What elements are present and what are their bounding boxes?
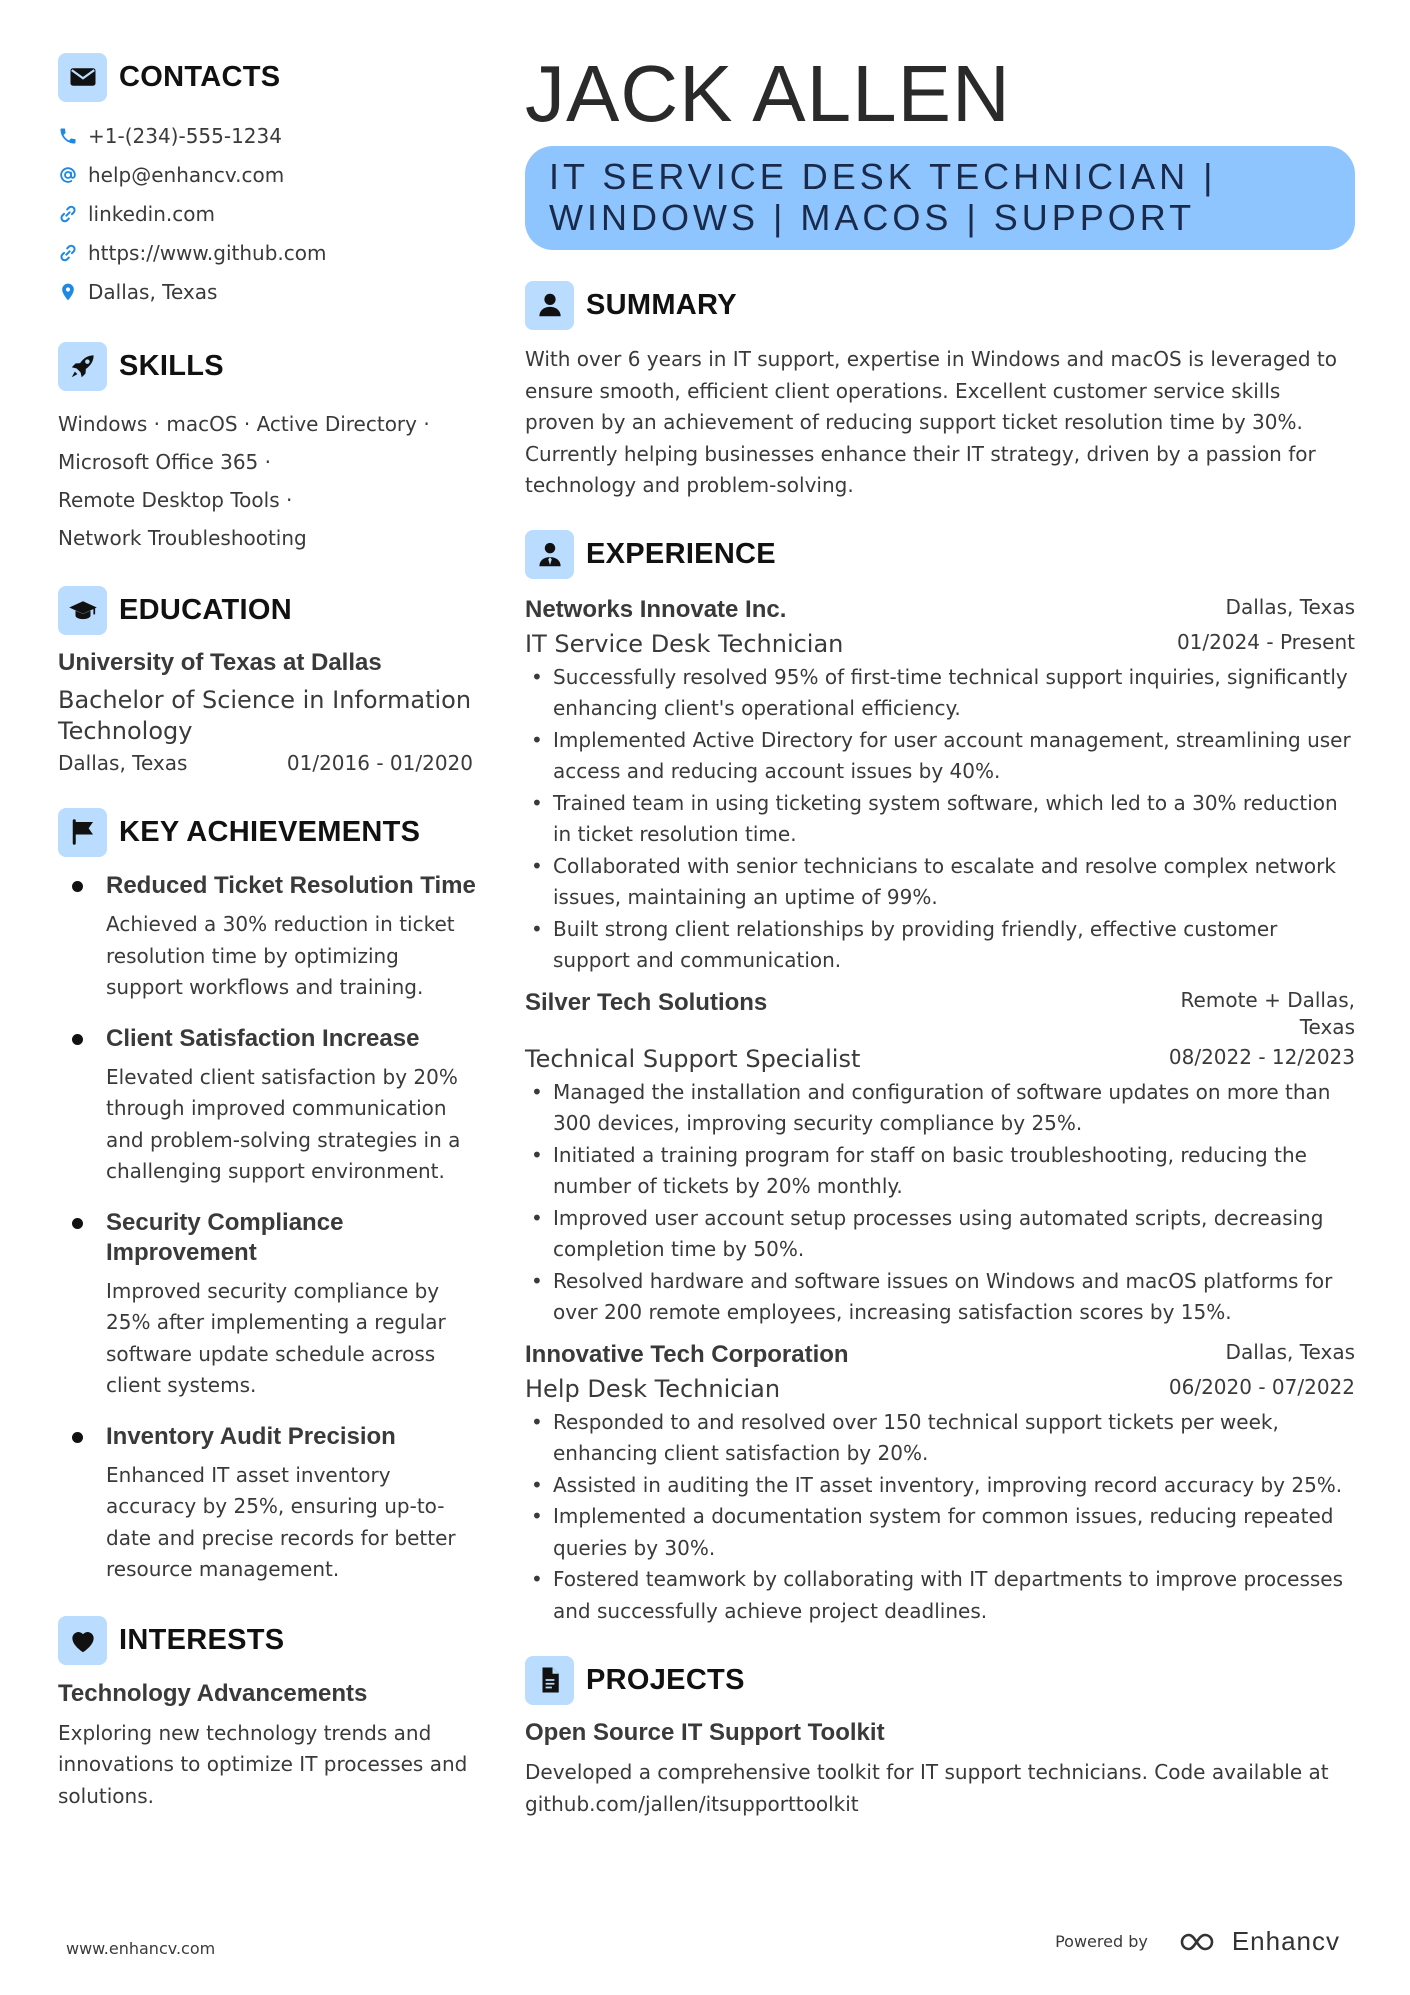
job-role-row (525, 1041, 1355, 1077)
education-dates: 01/2016 - 01/2020 (286, 751, 473, 775)
contact-github[interactable] (58, 233, 478, 272)
job-bullets (525, 1407, 1355, 1628)
education-heading: EDUCATION (119, 593, 292, 626)
job-bullet: • Initiated a training program for staff on basic troubleshooting, reducing the number of tickets by 20% monthly. (525, 1140, 1355, 1203)
education-section-header (58, 585, 478, 635)
contact-list (58, 116, 478, 311)
footer-website[interactable]: www.enhancv.com (66, 1939, 216, 1958)
powered-by-label: Powered by (1055, 1932, 1148, 1951)
job-role-row (525, 626, 1355, 662)
phone-icon (58, 126, 88, 146)
interest-title: Technology Advancements (58, 1679, 368, 1707)
job-dates: 08/2022 - 12/2023 (1168, 1044, 1355, 1069)
skills-section-header (58, 341, 478, 391)
project-desc: Developed a comprehensive toolkit for IT support technicians. Code available at github.com/jallen/itsupporttoolkit (525, 1760, 1329, 1816)
skill-line: Network Troubleshooting (58, 526, 307, 550)
contacts-section-header (58, 52, 478, 102)
achievements-heading: KEY ACHIEVEMENTS (119, 815, 421, 848)
contact-phone-text: +1-(234)-555-1234 (88, 123, 282, 148)
interest-entry (58, 1680, 478, 1813)
project-entry (525, 1719, 1355, 1820)
job-entry (525, 1339, 1355, 1628)
job-bullet: • Fostered teamwork by collaborating with IT departments to improve processes and successfully achieve project deadlines. (525, 1564, 1355, 1627)
job-header-row (525, 1339, 1355, 1371)
interest-desc: Exploring new technology trends and innovations to optimize IT processes and solutions. (58, 1720, 468, 1808)
heart-icon (58, 1616, 107, 1665)
job-bullet: • Responded to and resolved over 150 technical support tickets per week, enhancing client satisfaction by 20%. (525, 1407, 1355, 1470)
achievement-title: Security Compliance Improvement (106, 1208, 344, 1266)
job-role-row (525, 1371, 1355, 1407)
education-degree: Bachelor of Science in Information Technology (58, 686, 472, 745)
link-icon (58, 243, 88, 263)
location-pin-icon (58, 282, 88, 302)
achievements-list (58, 871, 478, 1586)
job-title-line: WINDOWS | MACOS | SUPPORT (549, 197, 1196, 238)
contact-email-text: help@enhancv.com (88, 162, 285, 187)
skill-line: Remote Desktop Tools · (58, 488, 293, 512)
job-bullet: • Built strong client relationships by providing friendly, effective customer support and communication. (525, 914, 1355, 977)
left-column (58, 52, 478, 1812)
contacts-heading: CONTACTS (119, 60, 281, 93)
job-bullet: • Successfully resolved 95% of first-time technical support inquiries, significantly enhancing client's operational efficiency. (525, 662, 1355, 725)
bullet-dot (72, 1218, 83, 1229)
document-icon (525, 1656, 574, 1705)
achievement-title: Client Satisfaction Increase (106, 1024, 420, 1052)
skill-line: Windows · macOS · Active Directory · (58, 412, 430, 436)
link-icon (58, 204, 88, 224)
skills-list (58, 405, 478, 557)
education-school: University of Texas at Dallas (58, 649, 382, 676)
interests-section-header (58, 1616, 478, 1666)
job-bullet: • Implemented Active Directory for user account management, streamlining user access and reducing account issues by 40%. (525, 725, 1355, 788)
projects-heading: PROJECTS (586, 1663, 745, 1696)
job-role: Technical Support Specialist (525, 1044, 861, 1073)
job-bullets (525, 1077, 1355, 1329)
job-location: Dallas, Texas (1225, 594, 1355, 619)
job-location: Remote + Dallas, Texas (1180, 987, 1355, 1039)
achievement-item (58, 1024, 478, 1188)
rocket-icon (58, 342, 107, 391)
interests-heading: INTERESTS (119, 1624, 285, 1656)
footer-branding (1055, 1926, 1340, 1957)
enhancv-logo-text: Enhancv (1231, 1926, 1340, 1956)
job-company: Innovative Tech Corporation (525, 1340, 849, 1368)
contact-email[interactable] (58, 155, 478, 194)
achievement-desc: Elevated client satisfaction by 20% through improved communication and problem-solving strategies in a challenging support environment. (106, 1064, 461, 1183)
candidate-name: JACK ALLEN (525, 49, 1011, 138)
job-role: Help Desk Technician (525, 1374, 781, 1403)
user-tie-icon (525, 530, 574, 579)
job-title-banner (525, 146, 1355, 250)
education-meta (58, 751, 473, 775)
projects-section-header (525, 1655, 1355, 1705)
flag-icon (58, 808, 107, 857)
achievement-item (58, 1208, 478, 1402)
right-column (525, 49, 1355, 1820)
job-bullet: • Resolved hardware and software issues on Windows and macOS platforms for over 200 remote employees, increasing satisfaction scores by 15%. (525, 1266, 1355, 1329)
job-location: Dallas, Texas (1225, 1339, 1355, 1364)
achievement-desc: Achieved a 30% reduction in ticket resolution time by optimizing support workflows and training. (106, 912, 455, 999)
contact-linkedin[interactable] (58, 194, 478, 233)
education-entry (58, 649, 478, 775)
job-header-row (525, 987, 1355, 1041)
job-role: IT Service Desk Technician (525, 629, 844, 658)
job-bullet: • Collaborated with senior technicians to escalate and resolve complex network issues, maintaining an uptime of 99%. (525, 851, 1355, 914)
user-icon (525, 281, 574, 330)
achievement-desc: Improved security compliance by 25% after implementing a regular software update schedule across client systems. (106, 1278, 446, 1397)
contact-github-text: https://www.github.com (88, 240, 327, 265)
job-bullet: • Implemented a documentation system for common issues, reducing repeated queries by 30%. (525, 1501, 1355, 1564)
achievement-title: Reduced Ticket Resolution Time (106, 872, 476, 899)
job-header-row (525, 594, 1355, 626)
at-icon (58, 165, 88, 185)
skills-heading: SKILLS (119, 349, 224, 382)
enhancv-logo-icon (1176, 1929, 1224, 1955)
enhancv-logo[interactable] (1176, 1926, 1340, 1957)
contact-location-text: Dallas, Texas (88, 279, 218, 304)
experience-section-header (525, 530, 1355, 580)
job-dates: 06/2020 - 07/2022 (1168, 1374, 1355, 1399)
job-bullet: • Trained team in using ticketing system software, which led to a 30% reduction in ticket resolution time. (525, 788, 1355, 851)
job-entry (525, 594, 1355, 977)
job-company: Silver Tech Solutions (525, 988, 768, 1016)
summary-text: With over 6 years in IT support, expertise in Windows and macOS is leveraged to ensure smooth, efficient client operations. Excellent customer service skills proven by an achievement of reducing support ticket resolution time by 30%. Currently helping businesses enhance their IT strategy, driven by a passion for technology and problem-solving. (525, 347, 1337, 497)
achievements-section-header (58, 807, 478, 857)
achievement-title: Inventory Audit Precision (106, 1422, 396, 1450)
experience-heading: EXPERIENCE (586, 538, 776, 570)
summary-heading: SUMMARY (586, 288, 737, 321)
graduation-cap-icon (58, 586, 107, 635)
contact-linkedin-text: linkedin.com (88, 201, 215, 226)
achievement-desc: Enhanced IT asset inventory accuracy by 25%, ensuring up-to-date and precise records for better resource management. (106, 1462, 456, 1581)
job-bullets (525, 662, 1355, 977)
contact-phone[interactable] (58, 116, 478, 155)
envelope-icon (58, 53, 107, 102)
job-dates: 01/2024 - Present (1176, 629, 1355, 654)
summary-section-header (525, 280, 1355, 330)
job-bullet: • Managed the installation and configuration of software updates on more than 300 devices, improving security compliance by 25%. (525, 1077, 1355, 1140)
project-title: Open Source IT Support Toolkit (525, 1719, 885, 1746)
education-location: Dallas, Texas (58, 751, 188, 775)
bullet-dot (72, 1034, 83, 1045)
job-entry (525, 987, 1355, 1329)
contact-location (58, 272, 478, 311)
achievement-item (58, 1422, 478, 1586)
job-company: Networks Innovate Inc. (525, 595, 787, 623)
job-bullet: • Improved user account setup processes using automated scripts, decreasing completion time by 50%. (525, 1203, 1355, 1266)
bullet-dot (72, 1432, 83, 1443)
job-bullet: • Assisted in auditing the IT asset inventory, improving record accuracy by 25%. (525, 1470, 1355, 1502)
job-title-line: IT SERVICE DESK TECHNICIAN | (549, 156, 1217, 197)
achievement-item (58, 871, 478, 1004)
bullet-dot (72, 881, 83, 892)
skill-line: Microsoft Office 365 · (58, 450, 271, 474)
